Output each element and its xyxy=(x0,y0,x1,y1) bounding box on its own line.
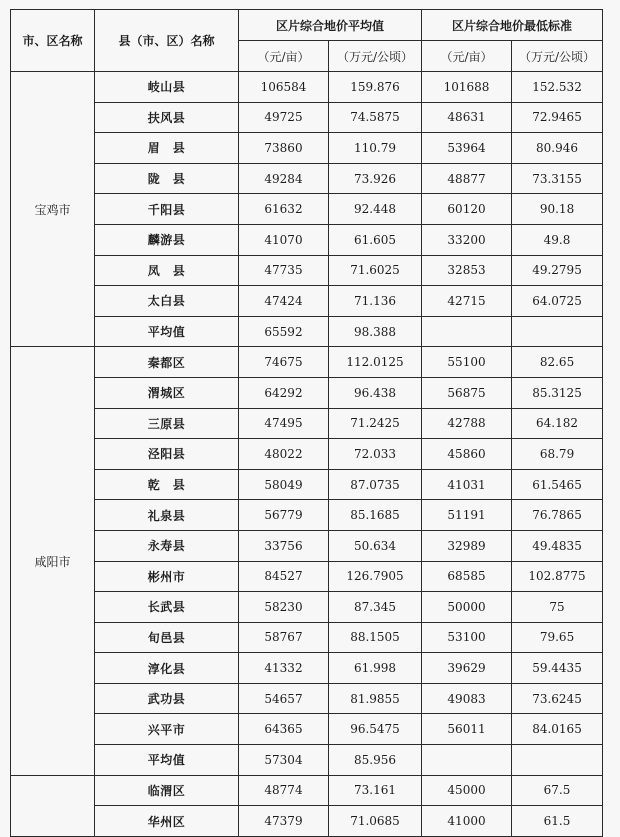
min-wan-per-hectare-cell: 90.18 xyxy=(512,194,603,225)
avg-yuan-per-mu-cell: 65592 xyxy=(239,316,329,347)
avg-wan-per-hectare-cell: 73.926 xyxy=(329,163,422,194)
county-name-cell: 眉 县 xyxy=(95,133,239,164)
min-wan-per-hectare-cell: 64.0725 xyxy=(512,286,603,317)
header-county-name: 县（市、区）名称 xyxy=(95,10,239,72)
table-row xyxy=(11,347,603,378)
table-body xyxy=(11,72,603,837)
city-name-cell: 咸阳市 xyxy=(11,347,95,775)
avg-wan-per-hectare-cell: 71.2425 xyxy=(329,408,422,439)
county-name-cell: 平均值 xyxy=(95,745,239,776)
avg-wan-per-hectare-cell: 110.79 xyxy=(329,133,422,164)
table-row xyxy=(11,224,603,255)
table-row xyxy=(11,561,603,592)
county-name-cell: 太白县 xyxy=(95,286,239,317)
avg-yuan-per-mu-cell: 61632 xyxy=(239,194,329,225)
min-yuan-per-mu-cell: 42788 xyxy=(422,408,512,439)
land-price-table xyxy=(10,9,603,837)
table-row xyxy=(11,806,603,837)
table-row xyxy=(11,255,603,286)
min-yuan-per-mu-cell: 45000 xyxy=(422,775,512,806)
min-wan-per-hectare-cell: 73.3155 xyxy=(512,163,603,194)
avg-wan-per-hectare-cell: 85.1685 xyxy=(329,500,422,531)
min-wan-per-hectare-cell: 61.5465 xyxy=(512,469,603,500)
min-yuan-per-mu-cell: 68585 xyxy=(422,561,512,592)
avg-yuan-per-mu-cell: 48774 xyxy=(239,775,329,806)
min-yuan-per-mu-cell xyxy=(422,316,512,347)
min-wan-per-hectare-cell: 73.6245 xyxy=(512,683,603,714)
table-row xyxy=(11,530,603,561)
min-yuan-per-mu-cell: 56011 xyxy=(422,714,512,745)
min-wan-per-hectare-cell: 84.0165 xyxy=(512,714,603,745)
min-yuan-per-mu-cell: 50000 xyxy=(422,592,512,623)
table-row xyxy=(11,316,603,347)
min-yuan-per-mu-cell: 48631 xyxy=(422,102,512,133)
county-name-cell: 乾 县 xyxy=(95,469,239,500)
county-name-cell: 永寿县 xyxy=(95,530,239,561)
min-yuan-per-mu-cell: 39629 xyxy=(422,653,512,684)
table-row xyxy=(11,408,603,439)
county-name-cell: 扶风县 xyxy=(95,102,239,133)
avg-wan-per-hectare-cell: 71.136 xyxy=(329,286,422,317)
min-wan-per-hectare-cell: 85.3125 xyxy=(512,377,603,408)
avg-yuan-per-mu-cell: 58767 xyxy=(239,622,329,653)
min-yuan-per-mu-cell: 101688 xyxy=(422,72,512,103)
county-name-cell: 平均值 xyxy=(95,316,239,347)
min-wan-per-hectare-cell: 68.79 xyxy=(512,439,603,470)
avg-yuan-per-mu-cell: 73860 xyxy=(239,133,329,164)
table-row xyxy=(11,745,603,776)
header-unit-wan-per-hectare: （万元/公顷） xyxy=(329,41,422,72)
min-yuan-per-mu-cell: 53964 xyxy=(422,133,512,164)
avg-wan-per-hectare-cell: 61.998 xyxy=(329,653,422,684)
county-name-cell: 彬州市 xyxy=(95,561,239,592)
min-yuan-per-mu-cell: 42715 xyxy=(422,286,512,317)
county-name-cell: 旬邑县 xyxy=(95,622,239,653)
min-yuan-per-mu-cell xyxy=(422,745,512,776)
avg-yuan-per-mu-cell: 33756 xyxy=(239,530,329,561)
header-city-name: 市、区名称 xyxy=(11,10,95,72)
county-name-cell: 麟游县 xyxy=(95,224,239,255)
min-yuan-per-mu-cell: 60120 xyxy=(422,194,512,225)
avg-yuan-per-mu-cell: 64292 xyxy=(239,377,329,408)
avg-wan-per-hectare-cell: 73.161 xyxy=(329,775,422,806)
min-wan-per-hectare-cell: 80.946 xyxy=(512,133,603,164)
avg-yuan-per-mu-cell: 58230 xyxy=(239,592,329,623)
table-row xyxy=(11,683,603,714)
avg-wan-per-hectare-cell: 71.0685 xyxy=(329,806,422,837)
avg-wan-per-hectare-cell: 87.0735 xyxy=(329,469,422,500)
avg-wan-per-hectare-cell: 112.0125 xyxy=(329,347,422,378)
table-row xyxy=(11,592,603,623)
avg-yuan-per-mu-cell: 57304 xyxy=(239,745,329,776)
avg-wan-per-hectare-cell: 159.876 xyxy=(329,72,422,103)
county-name-cell: 武功县 xyxy=(95,683,239,714)
table-row xyxy=(11,133,603,164)
min-yuan-per-mu-cell: 41031 xyxy=(422,469,512,500)
county-name-cell: 千阳县 xyxy=(95,194,239,225)
county-name-cell: 临渭区 xyxy=(95,775,239,806)
table-row xyxy=(11,775,603,806)
county-name-cell: 陇 县 xyxy=(95,163,239,194)
county-name-cell: 秦都区 xyxy=(95,347,239,378)
county-name-cell: 渭城区 xyxy=(95,377,239,408)
min-wan-per-hectare-cell: 49.2795 xyxy=(512,255,603,286)
avg-wan-per-hectare-cell: 88.1505 xyxy=(329,622,422,653)
avg-yuan-per-mu-cell: 56779 xyxy=(239,500,329,531)
avg-yuan-per-mu-cell: 49284 xyxy=(239,163,329,194)
min-wan-per-hectare-cell: 152.532 xyxy=(512,72,603,103)
avg-wan-per-hectare-cell: 96.5475 xyxy=(329,714,422,745)
avg-yuan-per-mu-cell: 74675 xyxy=(239,347,329,378)
min-wan-per-hectare-cell: 75 xyxy=(512,592,603,623)
avg-wan-per-hectare-cell: 126.7905 xyxy=(329,561,422,592)
min-yuan-per-mu-cell: 32853 xyxy=(422,255,512,286)
min-wan-per-hectare-cell: 64.182 xyxy=(512,408,603,439)
min-wan-per-hectare-cell: 49.4835 xyxy=(512,530,603,561)
county-name-cell: 凤 县 xyxy=(95,255,239,286)
avg-wan-per-hectare-cell: 92.448 xyxy=(329,194,422,225)
table-row xyxy=(11,469,603,500)
min-yuan-per-mu-cell: 48877 xyxy=(422,163,512,194)
county-name-cell: 华州区 xyxy=(95,806,239,837)
avg-wan-per-hectare-cell: 74.5875 xyxy=(329,102,422,133)
table-row xyxy=(11,653,603,684)
min-yuan-per-mu-cell: 53100 xyxy=(422,622,512,653)
min-yuan-per-mu-cell: 55100 xyxy=(422,347,512,378)
min-yuan-per-mu-cell: 41000 xyxy=(422,806,512,837)
header-unit-yuan-per-mu: （元/亩） xyxy=(422,41,512,72)
avg-wan-per-hectare-cell: 50.634 xyxy=(329,530,422,561)
table-row xyxy=(11,439,603,470)
table-row xyxy=(11,500,603,531)
avg-wan-per-hectare-cell: 81.9855 xyxy=(329,683,422,714)
table-row xyxy=(11,377,603,408)
min-wan-per-hectare-cell: 49.8 xyxy=(512,224,603,255)
min-wan-per-hectare-cell: 79.65 xyxy=(512,622,603,653)
avg-yuan-per-mu-cell: 64365 xyxy=(239,714,329,745)
avg-wan-per-hectare-cell: 87.345 xyxy=(329,592,422,623)
avg-yuan-per-mu-cell: 47495 xyxy=(239,408,329,439)
avg-yuan-per-mu-cell: 41332 xyxy=(239,653,329,684)
avg-wan-per-hectare-cell: 72.033 xyxy=(329,439,422,470)
avg-yuan-per-mu-cell: 58049 xyxy=(239,469,329,500)
min-yuan-per-mu-cell: 56875 xyxy=(422,377,512,408)
avg-yuan-per-mu-cell: 106584 xyxy=(239,72,329,103)
county-name-cell: 泾阳县 xyxy=(95,439,239,470)
county-name-cell: 岐山县 xyxy=(95,72,239,103)
min-wan-per-hectare-cell: 59.4435 xyxy=(512,653,603,684)
min-wan-per-hectare-cell: 76.7865 xyxy=(512,500,603,531)
city-name-cell xyxy=(11,775,95,836)
table-row xyxy=(11,714,603,745)
min-wan-per-hectare-cell: 82.65 xyxy=(512,347,603,378)
header-minimum-standard: 区片综合地价最低标准 xyxy=(422,10,603,41)
avg-yuan-per-mu-cell: 47424 xyxy=(239,286,329,317)
header-average-price: 区片综合地价平均值 xyxy=(239,10,422,41)
min-yuan-per-mu-cell: 45860 xyxy=(422,439,512,470)
min-wan-per-hectare-cell: 72.9465 xyxy=(512,102,603,133)
min-yuan-per-mu-cell: 32989 xyxy=(422,530,512,561)
county-name-cell: 淳化县 xyxy=(95,653,239,684)
min-yuan-per-mu-cell: 33200 xyxy=(422,224,512,255)
min-wan-per-hectare-cell: 102.8775 xyxy=(512,561,603,592)
county-name-cell: 长武县 xyxy=(95,592,239,623)
avg-wan-per-hectare-cell: 98.388 xyxy=(329,316,422,347)
avg-yuan-per-mu-cell: 84527 xyxy=(239,561,329,592)
avg-wan-per-hectare-cell: 71.6025 xyxy=(329,255,422,286)
avg-wan-per-hectare-cell: 61.605 xyxy=(329,224,422,255)
min-wan-per-hectare-cell xyxy=(512,316,603,347)
avg-wan-per-hectare-cell: 85.956 xyxy=(329,745,422,776)
table-row xyxy=(11,102,603,133)
county-name-cell: 兴平市 xyxy=(95,714,239,745)
table-row xyxy=(11,163,603,194)
county-name-cell: 礼泉县 xyxy=(95,500,239,531)
header-unit-wan-per-hectare: （万元/公顷） xyxy=(512,41,603,72)
min-wan-per-hectare-cell: 67.5 xyxy=(512,775,603,806)
table-row xyxy=(11,622,603,653)
table-row xyxy=(11,286,603,317)
county-name-cell: 三原县 xyxy=(95,408,239,439)
avg-yuan-per-mu-cell: 47735 xyxy=(239,255,329,286)
avg-yuan-per-mu-cell: 48022 xyxy=(239,439,329,470)
avg-yuan-per-mu-cell: 41070 xyxy=(239,224,329,255)
avg-yuan-per-mu-cell: 47379 xyxy=(239,806,329,837)
min-yuan-per-mu-cell: 51191 xyxy=(422,500,512,531)
table-row xyxy=(11,194,603,225)
avg-wan-per-hectare-cell: 96.438 xyxy=(329,377,422,408)
min-wan-per-hectare-cell xyxy=(512,745,603,776)
header-unit-yuan-per-mu: （元/亩） xyxy=(239,41,329,72)
avg-yuan-per-mu-cell: 54657 xyxy=(239,683,329,714)
min-wan-per-hectare-cell: 61.5 xyxy=(512,806,603,837)
city-name-cell: 宝鸡市 xyxy=(11,72,95,347)
min-yuan-per-mu-cell: 49083 xyxy=(422,683,512,714)
avg-yuan-per-mu-cell: 49725 xyxy=(239,102,329,133)
table-row xyxy=(11,72,603,103)
